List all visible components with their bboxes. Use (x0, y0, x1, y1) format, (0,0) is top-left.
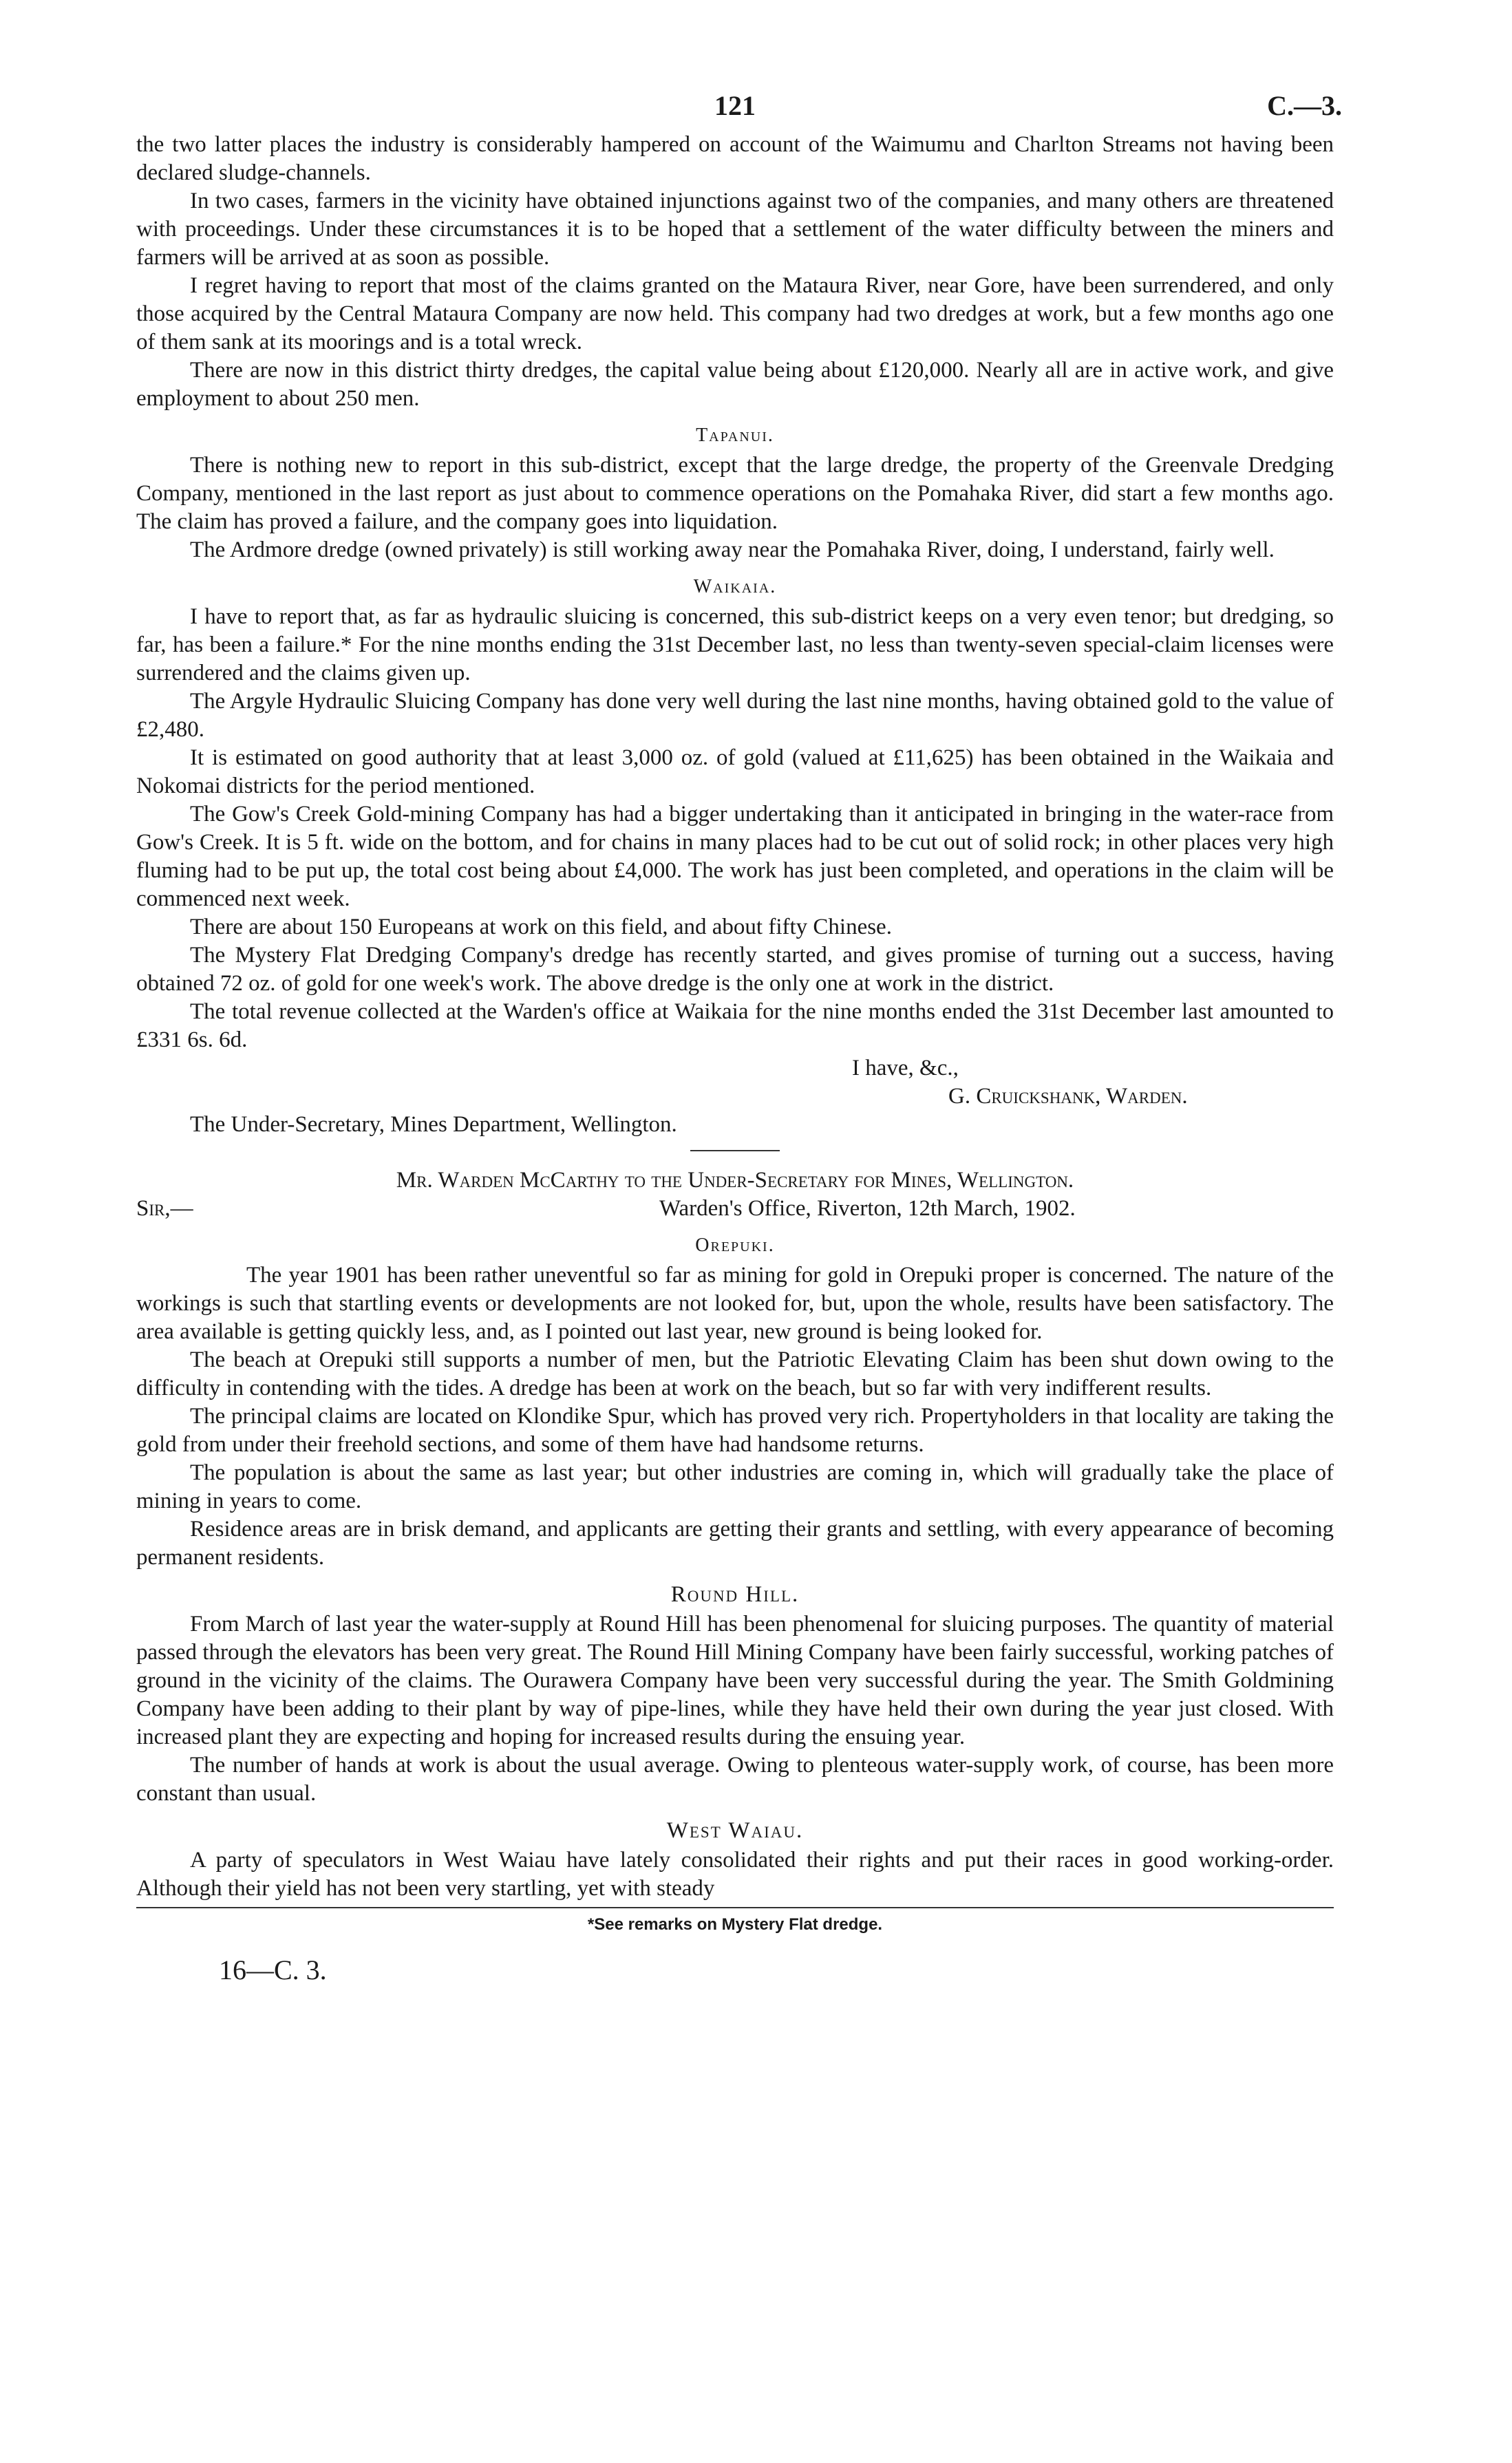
paragraph: I have to report that, as far as hydraulic sluicing is concerned, this sub-district keeps on a very even tenor; but dredging, so far, has been a failure.* For the nine months ending the 31st December last, no less than twenty-seven special-claim licenses were surrendered and the claims given up. (136, 604, 1334, 685)
paragraph: In two cases, farmers in the vicinity have obtained injunctions against two of the companies, and many others are threatened with proceedings. Under these circumstances it is to be hoped that a settlement of the water difficulty between the miners and farmers will be arrived at as soon as possible. (136, 189, 1334, 270)
section-heading-waikaia: Waikaia. (693, 576, 777, 597)
section-heading-tapanui: Tapanui. (696, 425, 774, 446)
paragraph: The Ardmore dredge (owned privately) is still working away near the Pomahaka River, doing, I understand, fairly well. (190, 537, 1275, 562)
paragraph: The beach at Orepuki still supports a number of men, but the Patriotic Elevating Claim has been shut down owing to the difficulty in contending with the tides. A dredge has been at work on the beach, but so far with very indifferent results. (136, 1347, 1334, 1400)
closing-row (136, 1054, 1334, 1083)
paragraph: The Argyle Hydraulic Sluicing Company has done very well during the last nine months, having obtained gold to the value of £2,480. (136, 689, 1334, 742)
paragraph: The principal claims are located on Klondike Spur, which has proved very rich. Propertyholders in that locality are taking the gold from under their freehold sections, and some of them have had handsome returns. (136, 1404, 1334, 1457)
footer-signature-mark: 16—C. 3. (219, 1954, 327, 1985)
section-heading-orepuki: Orepuki. (695, 1235, 775, 1256)
paragraph: the two latter places the industry is considerably hampered on account of the Waimumu and Charlton Streams not having been declared sludge-channels. (136, 132, 1334, 185)
dateline: Warden's Office, Riverton, 12th March, 1902. (659, 1196, 1076, 1221)
signature-row (136, 1083, 1334, 1111)
paragraph: There is nothing new to report in this sub-district, except that the large dredge, the property of the Greenvale Dredging Company, mentioned in the last report as just about to commence operations on the Pomahaka River, did start a few months ago. The claim has proved a failure, and the company goes into liquidation. (136, 453, 1334, 534)
paragraph: The Mystery Flat Dredging Company's dredge has recently started, and gives promise of turning out a success, having obtained 72 oz. of gold for one week's work. The above dredge is the only one at work in the district. (136, 943, 1334, 996)
signature: G. Cruickshank, Warden. (948, 1084, 1188, 1109)
salutation: Sir,— (136, 1196, 193, 1221)
addressee: The Under-Secretary, Mines Department, Wellington. (190, 1112, 677, 1137)
paragraph: The Gow's Creek Gold-mining Company has had a bigger undertaking than it anticipated in bringing in the water-race from Gow's Creek. It is 5 ft. wide on the bottom, and for chains in many places had to be cut out of solid rock; in other places very high fluming had to be put up, the total cost being about £4,000. The work has just been completed, and operations in the claim will be commenced next week. (136, 802, 1334, 911)
paragraph: From March of last year the water-supply at Round Hill has been phenomenal for sluicing purposes. The quantity of material passed through the elevators has been very great. The Round Hill Mining Company have been fairly successful, working patches of ground in the vicinity of the claims. The Ourawera Company have been very successful during the year. The Smith Goldmining Company have been adding to their plant by way of pipe-lines, while they have held their own during the year just closed. With increased plant they are expecting and hoping for increased results during the ensuing year. (136, 1612, 1334, 1749)
footnote-rule (136, 1907, 1334, 1908)
document-reference: C.—3. (1267, 90, 1342, 121)
footnote: *See remarks on Mystery Flat dredge. (587, 1915, 883, 1934)
paragraph: There are now in this district thirty dredges, the capital value being about £120,000. Nearly all are in active work, and give employment to about 250 men. (136, 358, 1334, 411)
letter-title: Mr. Warden McCarthy to the Under-Secretary for Mines, Wellington. (396, 1168, 1074, 1193)
page-header (136, 89, 1342, 131)
section-heading-west-waiau: West Waiau. (666, 1818, 804, 1843)
paragraph: The year 1901 has been rather uneventful so far as mining for gold in Orepuki proper is concerned. The nature of the workings is such that startling events or developments are not looked for, but, upon the whole, results have been satisfactory. The area available is getting quickly less, and, as I pointed out last year, new ground is being looked for. (136, 1263, 1334, 1344)
paragraph: A party of speculators in West Waiau have lately consolidated their rights and put their races in good working-order. Although their yield has not been very startling, yet with steady (136, 1848, 1334, 1901)
addressee-row (136, 1111, 1334, 1139)
paragraph: The number of hands at work is about the usual average. Owing to plenteous water-supply work, of course, has been more constant than usual. (136, 1753, 1334, 1806)
paragraph: Residence areas are in brisk demand, and applicants are getting their grants and settling, with every appearance of becoming permanent residents. (136, 1517, 1334, 1570)
paragraph: The total revenue collected at the Warden's office at Waikaia for the nine months ended the 31st December last amounted to £331 6s. 6d. (136, 999, 1334, 1052)
section-heading-round-hill: Round Hill. (670, 1582, 800, 1607)
document-page (136, 89, 1342, 1986)
closing: I have, &c., (852, 1056, 959, 1080)
paragraph: I regret having to report that most of the claims granted on the Mataura River, near Gore, have been surrendered, and only those acquired by the Central Mataura Company are now held. This company had two dredges at work, but a few months ago one of them sank at its moorings and is a total wreck. (136, 273, 1334, 354)
salutation-row (136, 1195, 1334, 1223)
paragraph: There are about 150 Europeans at work on this field, and about fifty Chinese. (190, 915, 892, 939)
paragraph: It is estimated on good authority that at least 3,000 oz. of gold (valued at £11,625) has been obtained in the Waikaia and Nokomai districts for the period mentioned. (136, 745, 1334, 798)
paragraph: The population is about the same as last year; but other industries are coming in, which will gradually take the place of mining in years to come. (136, 1460, 1334, 1513)
divider (690, 1150, 780, 1151)
page-number: 121 (714, 90, 756, 121)
